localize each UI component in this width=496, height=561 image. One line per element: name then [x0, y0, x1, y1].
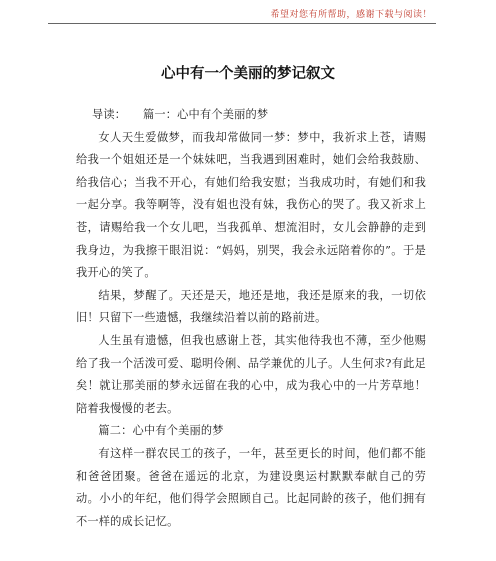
header-divider: [48, 23, 436, 24]
section-2-title: 篇二：心中有个美丽的梦: [98, 424, 224, 438]
section-1-title: 篇一：心中有个美丽的梦: [143, 108, 269, 121]
document-title: 心中有一个美丽的梦记叙文: [161, 66, 335, 82]
section-2-paragraph-1: 有这样一群农民工的孩子，一年，甚至更长的时间，他们都不能和爸爸团聚。爸爸在遥远的北京，为建设奥运村默默奉献自己的劳动。小小的年纪，他们得学会照顾自己。比起同龄的孩子，他们拥有不一样的成长记忆。: [76, 446, 426, 528]
paragraph-1: 女人天生爱做梦，而我却常做同一梦：梦中，我祈求上苍，请赐给我一个姐姐还是一个妹妹吧，当我遇到困难时，她们会给我鼓励、给我信心；当我不开心，有她们给我安慰；当我成功时，有她们和我一起分享。我等啊等，没有姐也没有妹，我伤心的哭了。我又祈求上苍，请赐给我一个女儿吧，当我孤单、想流泪时，女儿会静静的走到我身边，为我擦干眼泪说：“妈妈，别哭，我会永远陪着你的”。于是我开心的笑了。: [76, 130, 426, 280]
document-body: [76, 104, 426, 533]
paragraph-3: 人生虽有遗憾，但我也感谢上苍，其实他待我也不薄，至少他赐给了我一个活泼可爱、聪明伶俐、品学兼优的儿子。人生何求?有此足矣！就让那美丽的梦永远留在我的心中，成为我心中的一片芳草地！陪着我慢慢的老去。: [76, 333, 426, 415]
paragraph-2: 结果，梦醒了。天还是天，地还是地，我还是原来的我，一切依旧！只留下一些遗憾，我继续沿着以前的路前进。: [76, 288, 426, 325]
guide-line: [76, 104, 426, 127]
guide-label: 导读：: [92, 108, 127, 121]
header-note: 希望对您有所帮助，感谢下载与阅读！: [270, 10, 432, 20]
